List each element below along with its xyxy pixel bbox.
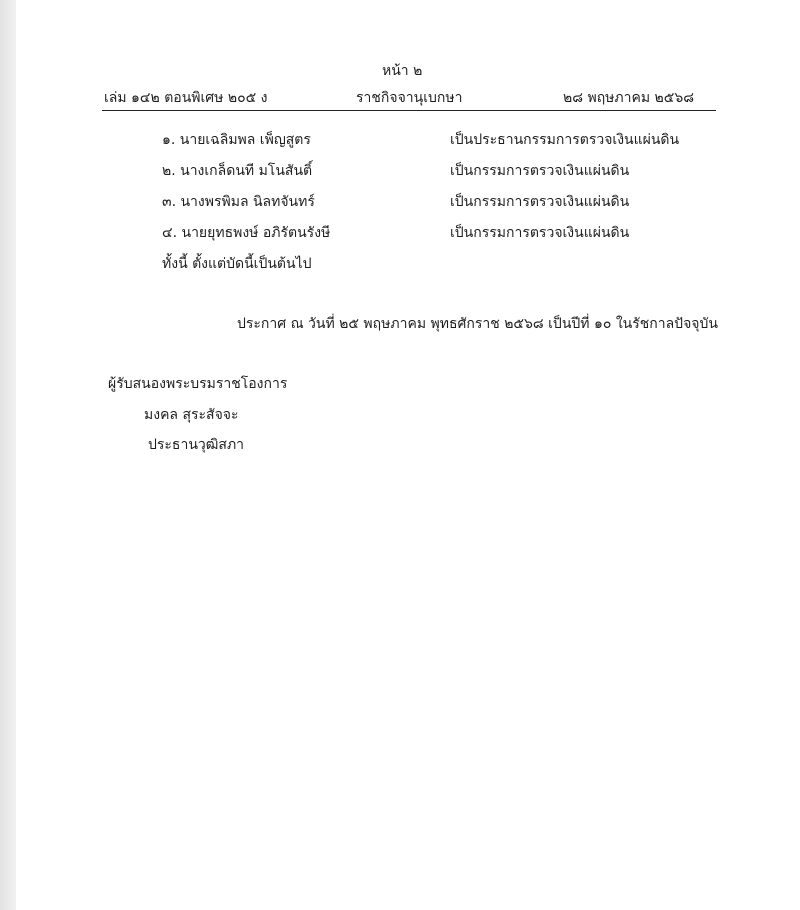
page-edge-shadow [0,0,16,910]
appointee-name: ๔. นายยุทธพงษ์ อภิรัตนรังษี [162,225,331,241]
appointee-name: ๓. นางพรพิมล นิลทจันทร์ [162,194,315,210]
gazette-volume: เล่ม ๑๔๒ ตอนพิเศษ ๒๐๕ ง [104,90,268,106]
countersigner-name: มงคล สุระสัจจะ [144,407,239,423]
gazette-title: ราชกิจจานุเบกษา [356,90,463,106]
appointee-name: ๑. นายเฉลิมพล เพ็ญสูตร [162,132,311,148]
countersigner-position: ประธานวุฒิสภา [148,437,245,453]
appointee-position: เป็นประธานกรรมการตรวจเงินแผ่นดิน [450,132,680,148]
document-page [16,0,800,910]
header-divider [102,110,716,111]
gazette-date: ๒๘ พฤษภาคม ๒๕๖๘ [563,90,695,106]
appointee-position: เป็นกรรมการตรวจเงินแผ่นดิน [450,163,630,179]
page-number: หน้า ๒ [382,63,423,79]
proclamation-line: ประกาศ ณ วันที่ ๒๕ พฤษภาคม พุทธศักราช ๒๕๖๘ เป็นปีที่ ๑๐ ในรัชกาลปัจจุบัน [237,316,718,332]
appointee-position: เป็นกรรมการตรวจเงินแผ่นดิน [450,194,630,210]
effective-statement: ทั้งนี้ ตั้งแต่บัดนี้เป็นต้นไป [162,256,312,272]
countersign-label: ผู้รับสนองพระบรมราชโองการ [108,376,288,392]
appointee-name: ๒. นางเกล็ดนที มโนสันติ์ [162,163,313,179]
appointee-position: เป็นกรรมการตรวจเงินแผ่นดิน [450,225,630,241]
